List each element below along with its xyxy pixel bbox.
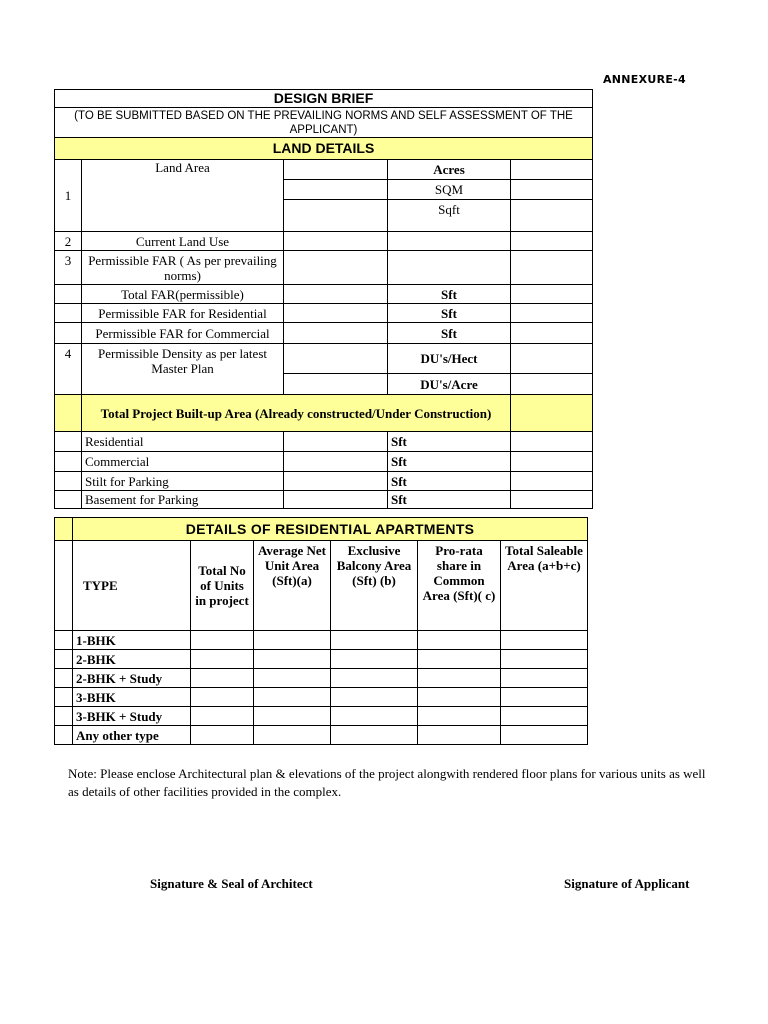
- table-row: [55, 650, 588, 669]
- unit-sft: Sft: [388, 304, 511, 323]
- density-label: Permissible Density as per latest Master Plan: [82, 344, 284, 395]
- empty-cell: [284, 323, 388, 344]
- table-row: [55, 631, 588, 650]
- col-saleable-area: Total Saleable Area (a+b+c): [501, 541, 588, 631]
- empty-cell: [511, 304, 593, 323]
- apartment-type: Any other type: [73, 726, 191, 745]
- empty-cell: [284, 344, 388, 374]
- far-label: Permissible FAR ( As per prevailing norms): [82, 251, 284, 285]
- built-up-basement-label: Basement for Parking: [82, 491, 284, 509]
- land-area-value-cell: [284, 180, 388, 200]
- land-area-value-cell: [284, 200, 388, 232]
- table-row: [55, 726, 588, 745]
- empty-cell: [388, 251, 511, 285]
- empty-cell: [55, 395, 82, 432]
- row-number: 2: [55, 232, 82, 251]
- row-number: 4: [55, 344, 82, 395]
- empty-cell: [284, 285, 388, 304]
- residential-header: DETAILS OF RESIDENTIAL APARTMENTS: [73, 518, 588, 541]
- annexure-label: ANNEXURE-4: [602, 73, 686, 86]
- empty-cell: [284, 432, 388, 452]
- far-residential-label: Permissible FAR for Residential: [82, 304, 284, 323]
- unit-sft: Sft: [388, 452, 511, 472]
- empty-cell: [388, 232, 511, 251]
- apartment-type: 3-BHK: [73, 688, 191, 707]
- empty-cell: [55, 472, 82, 491]
- unit-acres: Acres: [388, 160, 511, 180]
- empty-cell: [284, 232, 388, 251]
- apartment-type: 1-BHK: [73, 631, 191, 650]
- table-row: [55, 707, 588, 726]
- empty-cell: [511, 395, 593, 432]
- col-type: TYPE: [73, 541, 191, 631]
- form-subtitle: (TO BE SUBMITTED BASED ON THE PREVAILING NORMS AND SELF ASSESSMENT OF THE APPLICANT): [55, 108, 593, 138]
- land-details-header: LAND DETAILS: [55, 138, 593, 160]
- land-use-label: Current Land Use: [82, 232, 284, 251]
- empty-cell: [284, 251, 388, 285]
- empty-cell: [55, 432, 82, 452]
- empty-cell: [284, 304, 388, 323]
- unit-sft: Sft: [388, 491, 511, 509]
- form-title: DESIGN BRIEF: [55, 90, 593, 108]
- col-total-units: Total No of Units in project: [191, 541, 254, 631]
- table-row: [55, 669, 588, 688]
- architect-signature-label: Signature & Seal of Architect: [150, 876, 313, 891]
- empty-cell: [511, 432, 593, 452]
- empty-cell: [511, 344, 593, 374]
- empty-cell: [55, 323, 82, 344]
- empty-cell: [511, 200, 593, 232]
- empty-cell: [55, 285, 82, 304]
- land-details-table: [54, 89, 593, 509]
- residential-apartments-table: [54, 517, 588, 745]
- built-up-residential-label: Residential: [82, 432, 284, 452]
- empty-cell: [55, 452, 82, 472]
- empty-cell: [511, 180, 593, 200]
- table-row: [55, 688, 588, 707]
- row-number: 1: [55, 160, 82, 232]
- far-commercial-label: Permissible FAR for Commercial: [82, 323, 284, 344]
- empty-cell: [284, 491, 388, 509]
- col-net-unit-area: Average Net Unit Area (Sft)(a): [254, 541, 331, 631]
- note-text: Note: Please enclose Architectural plan & elevations of the project alongwith rendered floor plans for various units as well as details of other facilities provided in the complex.: [68, 766, 706, 799]
- unit-du-acre: DU's/Acre: [388, 374, 511, 395]
- empty-cell: [284, 452, 388, 472]
- apartment-type: 2-BHK: [73, 650, 191, 669]
- empty-cell: [55, 491, 82, 509]
- land-area-label: Land Area: [82, 160, 284, 232]
- empty-cell: [284, 374, 388, 395]
- empty-cell: [55, 518, 73, 541]
- col-common-area: Pro-rata share in Common Area (Sft)( c): [418, 541, 501, 631]
- unit-du-hect: DU's/Hect: [388, 344, 511, 374]
- applicant-signature-label: Signature of Applicant: [564, 876, 690, 891]
- apartment-type: 2-BHK + Study: [73, 669, 191, 688]
- unit-sqm: SQM: [388, 180, 511, 200]
- empty-cell: [55, 541, 73, 631]
- unit-sft: Sft: [388, 432, 511, 452]
- empty-cell: [511, 251, 593, 285]
- empty-cell: [55, 304, 82, 323]
- built-up-stilt-label: Stilt for Parking: [82, 472, 284, 491]
- land-area-value-cell: [284, 160, 388, 180]
- empty-cell: [511, 491, 593, 509]
- built-up-header: Total Project Built-up Area (Already constructed/Under Construction): [82, 395, 511, 432]
- apartment-type: 3-BHK + Study: [73, 707, 191, 726]
- unit-sft: Sft: [388, 472, 511, 491]
- empty-cell: [511, 232, 593, 251]
- empty-cell: [511, 160, 593, 180]
- empty-cell: [284, 472, 388, 491]
- col-balcony-area: Exclusive Balcony Area (Sft) (b): [331, 541, 418, 631]
- unit-sqft: Sqft: [388, 200, 511, 232]
- unit-sft: Sft: [388, 285, 511, 304]
- row-number: 3: [55, 251, 82, 285]
- empty-cell: [511, 285, 593, 304]
- empty-cell: [511, 452, 593, 472]
- unit-sft: Sft: [388, 323, 511, 344]
- empty-cell: [511, 472, 593, 491]
- total-far-label: Total FAR(permissible): [82, 285, 284, 304]
- built-up-commercial-label: Commercial: [82, 452, 284, 472]
- empty-cell: [511, 374, 593, 395]
- empty-cell: [511, 323, 593, 344]
